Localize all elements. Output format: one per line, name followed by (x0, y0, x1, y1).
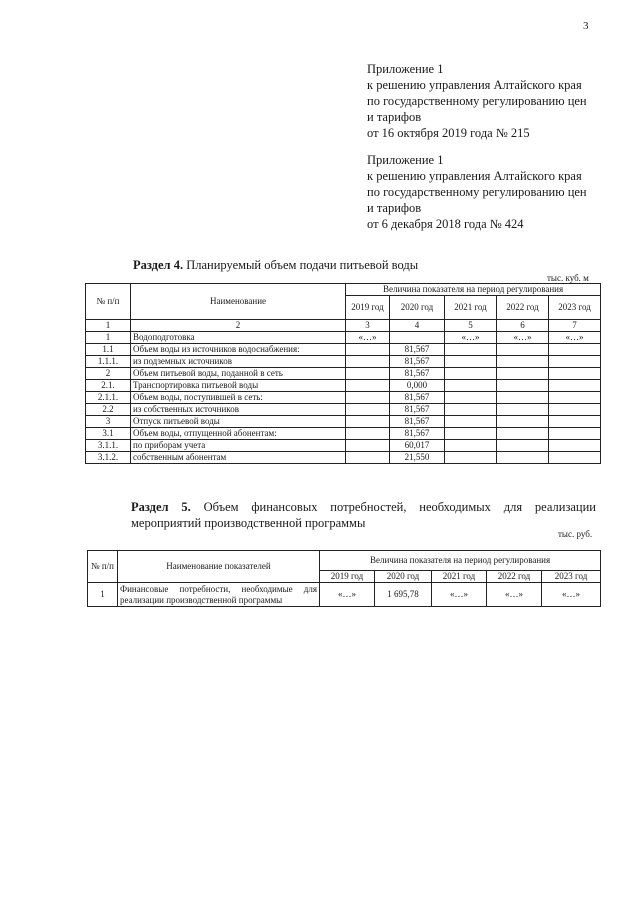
header-num: № п/п (86, 284, 131, 320)
row-num: 2.2 (86, 404, 131, 416)
row-name: из собственных источников (131, 404, 346, 416)
section5-title: Объем финансовых потребностей, необходимых для реализации мероприятий производственной программы (131, 500, 596, 530)
page-number: 3 (583, 20, 589, 32)
header-year: 2022 год (497, 296, 549, 320)
header-year: 2020 год (375, 571, 432, 583)
row-name: собственным абонентам (131, 452, 346, 464)
header-year: 2019 год (320, 571, 375, 583)
header-year: 2022 год (487, 571, 542, 583)
column-number: 2 (131, 320, 346, 332)
appendix-line: к решению управления Алтайского края (367, 169, 582, 183)
appendix-line: и тарифов (367, 201, 422, 215)
appendix-line: от 6 декабря 2018 года № 424 (367, 217, 524, 231)
row-num: 3.1 (86, 428, 131, 440)
row-name: Водоподготовка (131, 332, 346, 344)
cell-2023: «…» (542, 583, 601, 607)
header-period: Величина показателя на период регулирования (320, 551, 601, 571)
section4-title: Планируемый объем подачи питьевой воды (186, 258, 419, 272)
table-row (86, 440, 601, 452)
appendix-header-2 (367, 152, 587, 232)
header-year: 2021 год (432, 571, 487, 583)
cell-2020: 81,567 (390, 344, 445, 356)
row-num: 3 (86, 416, 131, 428)
header-year: 2023 год (542, 571, 601, 583)
row-num: 2.1. (86, 380, 131, 392)
column-number: 7 (549, 320, 601, 332)
cell-2022: «…» (487, 583, 542, 607)
row-name: Объем воды, отпущенной абонентам: (131, 428, 346, 440)
cell-2020: 21,550 (390, 452, 445, 464)
row-num: 3.1.2. (86, 452, 131, 464)
cell-2019: «…» (320, 583, 375, 607)
appendix-line: по государственному регулированию цен (367, 185, 587, 199)
cell-2022: «…» (497, 332, 549, 344)
column-number: 5 (445, 320, 497, 332)
section5-table (87, 550, 601, 607)
appendix-line: и тарифов (367, 110, 422, 124)
row-name: Объем воды, поступившей в сеть: (131, 392, 346, 404)
row-name: по приборам учета (131, 440, 346, 452)
row-num: 2 (86, 368, 131, 380)
row-name: Финансовые потребности, необходимые для реализации производственной программы (118, 583, 320, 607)
row-num: 1.1 (86, 344, 131, 356)
column-number: 1 (86, 320, 131, 332)
table-row (88, 583, 601, 607)
appendix-line: от 16 октября 2019 года № 215 (367, 126, 530, 140)
appendix-line: Приложение 1 (367, 62, 444, 76)
cell-2020: 1 695,78 (375, 583, 432, 607)
header-name: Наименование показателей (118, 551, 320, 583)
row-num: 1 (88, 583, 118, 607)
cell-2020: 81,567 (390, 368, 445, 380)
appendix-line: к решению управления Алтайского края (367, 78, 582, 92)
cell-2019: «…» (346, 332, 390, 344)
row-num: 1.1.1. (86, 356, 131, 368)
row-name: Отпуск питьевой воды (131, 416, 346, 428)
cell-2020: 60,017 (390, 440, 445, 452)
cell-2020: 81,567 (390, 356, 445, 368)
section5-heading (131, 499, 596, 531)
header-year: 2019 год (346, 296, 390, 320)
appendix-line: по государственному регулированию цен (367, 94, 587, 108)
table-row (86, 344, 601, 356)
table-row (86, 332, 601, 344)
column-number: 3 (346, 320, 390, 332)
header-year: 2021 год (445, 296, 497, 320)
section4-unit: тыс. куб. м (547, 273, 589, 283)
row-name: Объем питьевой воды, поданной в сеть (131, 368, 346, 380)
section4-heading (133, 258, 418, 273)
header-period: Величина показателя на период регулирования (346, 284, 601, 296)
cell-2021: «…» (432, 583, 487, 607)
table-row (86, 452, 601, 464)
table-row (86, 380, 601, 392)
row-name: Транспортировка питьевой воды (131, 380, 346, 392)
table-row (86, 356, 601, 368)
cell-2020: 81,567 (390, 428, 445, 440)
section5-unit: тыс. руб. (558, 529, 593, 539)
row-num: 3.1.1. (86, 440, 131, 452)
row-num: 2.1.1. (86, 392, 131, 404)
header-year: 2020 год (390, 296, 445, 320)
table-row (86, 428, 601, 440)
table-row (86, 368, 601, 380)
section5-label: Раздел 5. (131, 500, 191, 514)
row-num: 1 (86, 332, 131, 344)
cell-2021: «…» (445, 332, 497, 344)
cell-2020: 0,000 (390, 380, 445, 392)
table-row (86, 404, 601, 416)
cell-2020: 81,567 (390, 392, 445, 404)
section4-label: Раздел 4. (133, 258, 184, 272)
header-name: Наименование (131, 284, 346, 320)
header-year: 2023 год (549, 296, 601, 320)
section4-table (85, 283, 601, 464)
table-row (86, 416, 601, 428)
cell-2020: 81,567 (390, 404, 445, 416)
row-name: Объем воды из источников водоснабжения: (131, 344, 346, 356)
appendix-header-1 (367, 61, 587, 141)
cell-2020: 81,567 (390, 416, 445, 428)
cell-2023: «…» (549, 332, 601, 344)
cell-2020 (390, 332, 445, 344)
table-row (86, 392, 601, 404)
column-number: 6 (497, 320, 549, 332)
header-num: № п/п (88, 551, 118, 583)
row-name: из подземных источников (131, 356, 346, 368)
appendix-line: Приложение 1 (367, 153, 444, 167)
column-number: 4 (390, 320, 445, 332)
